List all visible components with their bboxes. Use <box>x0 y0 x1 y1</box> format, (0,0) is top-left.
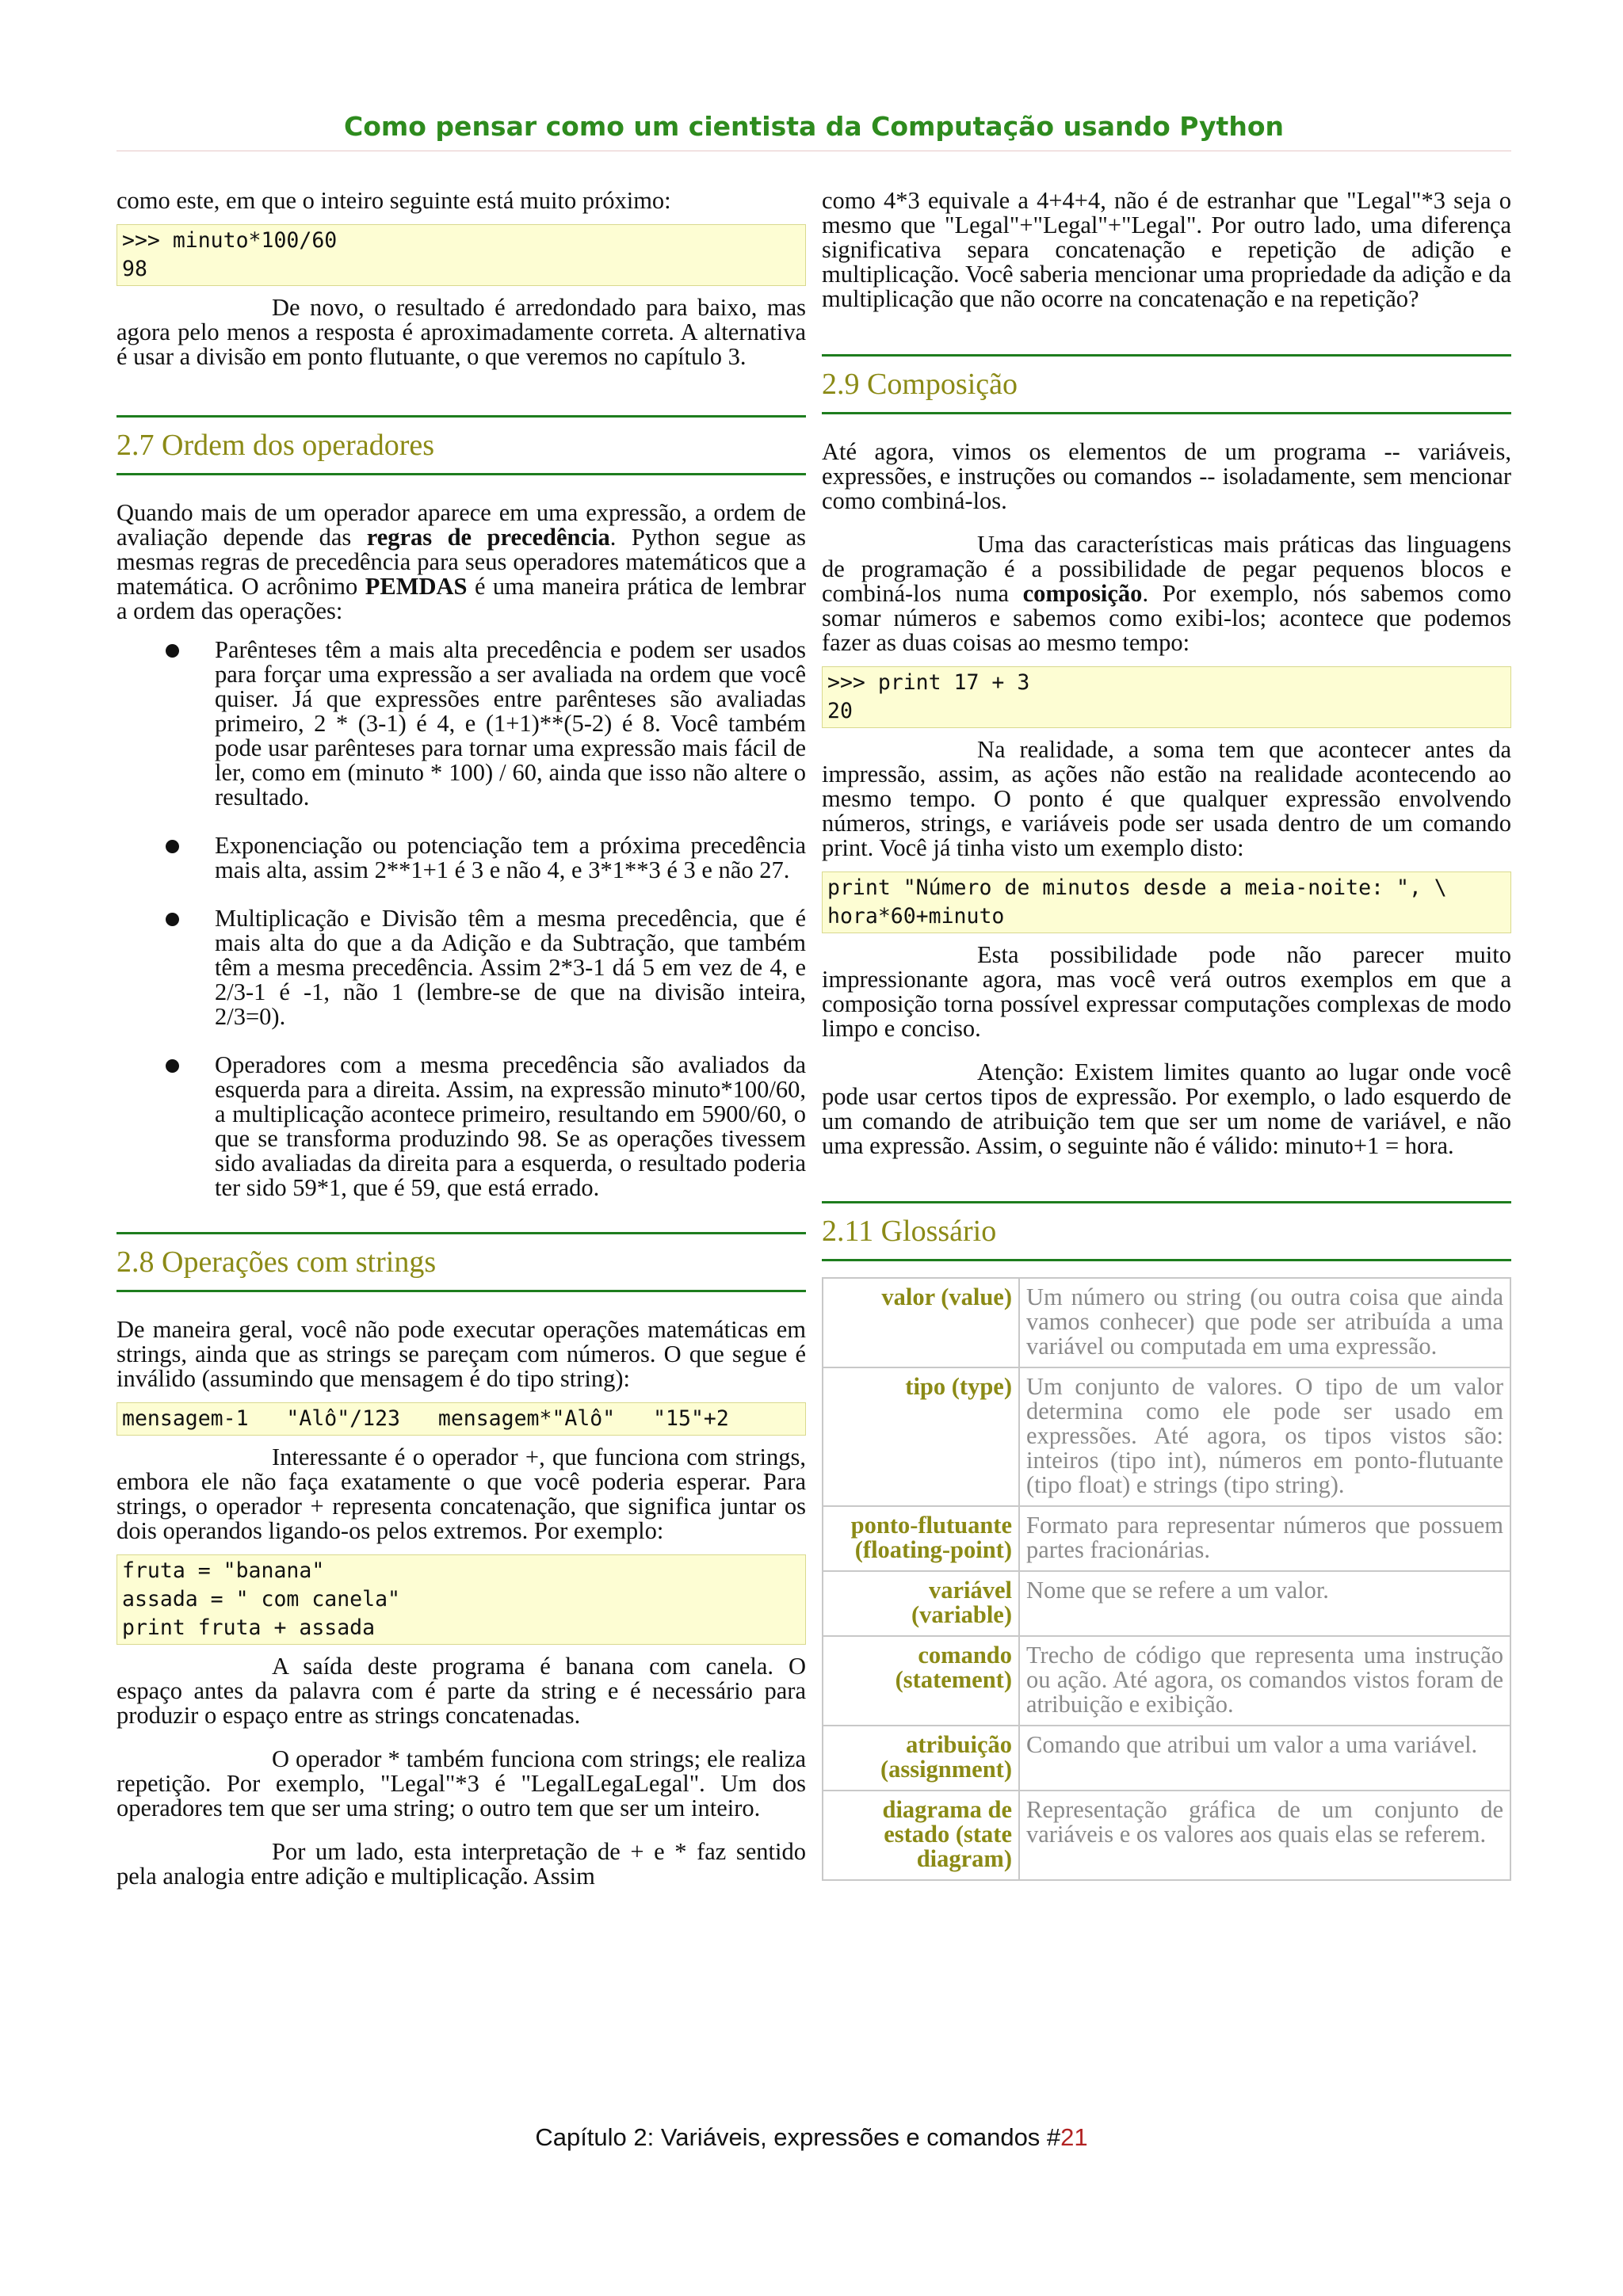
glossary-definition: Um conjunto de valores. O tipo de um valor determina como ele pode ser usado em expressões. Até agora, os tipos vistos são: inteiros (tipo int), números em ponto-flutuante (tipo float) e strings (tipo string). <box>1019 1367 1510 1506</box>
table-row <box>823 1726 1510 1791</box>
term-regras-de-precedencia: regras de precedência <box>366 524 610 551</box>
paragraph-strings-invalid: De maneira geral, você não pode executar operações matemáticas em strings, ainda que as strings se pareçam com números. O que segue é inválido (assumindo que mensagem é do tipo string): <box>116 1316 806 1392</box>
table-row <box>823 1278 1510 1367</box>
section-rule-top <box>822 354 1511 357</box>
section-2-8 <box>116 1232 806 1292</box>
list-item: Exponenciação ou potenciação tem a próxima precedência mais alta, assim 2**1+1 é 3 e não 4, e 3*1**3 é 3 e não 27. <box>116 833 806 883</box>
glossary-definition: Representação gráfica de um conjunto de variáveis e os valores aos quais elas se referem. <box>1019 1791 1510 1880</box>
paragraph-precedencia: Quando mais de um operador aparece em uma expressão, a ordem de avaliação depende das regras de precedência. Python segue as mesmas regras de precedência para seus operadores matemáticos que a matemática. O acrônimo PEMDAS é uma maneira prática de lembrar a ordem das operações: <box>116 499 807 624</box>
section-rule-bottom <box>822 412 1511 414</box>
paragraph-realidade: Na realidade, a soma tem que acontecer antes da impressão, assim, as ações não estão na realidade acontecendo ao mesmo tempo. O ponto é que qualquer expressão envolvendo números, strings, e variáveis pode ser usada dentro de um comando print. Você já tinha visto um exemplo disto: <box>822 736 1511 861</box>
code-block-fruta: fruta = "banana" assada = " com canela" print fruta + assada <box>116 1554 806 1645</box>
term-composicao: composição <box>1022 580 1143 607</box>
page-footer <box>0 2123 1623 2152</box>
section-heading: 2.11 Glossário <box>822 1215 997 1248</box>
precedence-list <box>116 638 806 1200</box>
paragraph-composicao: Uma das características mais práticas das linguagens de programação é a possibilidade de pegar pequenos blocos e combiná-los numa composição. Por exemplo, nós sabemos como somar números e sabemos como exibi-los; acontece que podemos fazer as duas coisas ao mesmo tempo: <box>822 531 1511 656</box>
glossary-table <box>822 1277 1511 1881</box>
paragraph-continuacao: como 4*3 equivale a 4+4+4, não é de estranhar que "Legal"*3 seja o mesmo que "Legal"+"Legal"+"Legal". Por outro lado, uma diferença significativa separa concatenação e repetição de adição e multiplicação. Você saberia mencionar uma propriedade da adição e da multiplicação que não ocorre na concatenação e na repetição? <box>822 187 1511 312</box>
page-number: 21 <box>1060 2123 1088 2151</box>
glossary-term: diagrama de estado (state diagram) <box>823 1791 1019 1880</box>
glossary-term: comando (statement) <box>823 1636 1019 1726</box>
table-row <box>823 1506 1510 1571</box>
code-block-print-minutos: print "Número de minutos desde a meia-noite: ", \ hora*60+minuto <box>822 871 1511 933</box>
left-column <box>116 189 806 1889</box>
glossary-term: atribuição (assignment) <box>823 1726 1019 1791</box>
code-block-invalid: mensagem-1 "Alô"/123 mensagem*"Alô" "15"+2 <box>116 1402 806 1436</box>
section-2-11 <box>822 1201 1511 1261</box>
table-row <box>823 1636 1510 1726</box>
section-2-7 <box>116 415 806 475</box>
section-rule-top <box>116 1232 806 1234</box>
paragraph-elementos: Até agora, vimos os elementos de um programa -- variáveis, expressões, e instruções ou comandos -- isoladamente, sem mencionar como combiná-los. <box>822 438 1511 514</box>
paragraph-atencao: Atenção: Existem limites quanto ao lugar onde você pode usar certos tipos de expressão. Por exemplo, o lado esquerdo de um comando de atribuição tem que ser um nome de variável, e não uma expressão. Assim, o seguinte não é válido: minuto+1 = hora. <box>822 1058 1511 1159</box>
paragraph-saida: A saída deste programa é banana com canela. O espaço antes da palavra com é parte da string e é necessário para produzir o espaço entre as strings concatenadas. <box>116 1653 806 1729</box>
right-column <box>822 189 1511 1881</box>
glossary-definition: Um número ou string (ou outra coisa que ainda vamos conhecer) que pode ser atribuída a uma variável ou computada em uma expressão. <box>1019 1278 1510 1367</box>
bullet-icon <box>166 644 179 658</box>
paragraph-repeticao: O operador * também funciona com strings; ele realiza repetição. Por exemplo, "Legal"*3 é "LegalLegaLegal". Um dos operadores tem que ser uma string; o outro tem que ser um inteiro. <box>116 1745 806 1821</box>
term-pemdas: PEMDAS <box>365 573 468 600</box>
section-rule-top <box>822 1201 1511 1203</box>
paragraph-possibilidade: Esta possibilidade pode não parecer muito impressionante agora, mas você verá outros exemplos em que a composição torna possível expressar computações complexas de modo limpo e conciso. <box>822 941 1511 1042</box>
glossary-term: tipo (type) <box>823 1367 1019 1506</box>
section-rule-bottom <box>116 473 806 475</box>
section-heading: 2.7 Ordem dos operadores <box>116 429 435 462</box>
glossary-term: variável (variable) <box>823 1571 1019 1636</box>
section-heading: 2.8 Operações com strings <box>116 1245 437 1279</box>
glossary-definition: Comando que atribui um valor a uma variável. <box>1019 1726 1510 1791</box>
table-row <box>823 1791 1510 1880</box>
list-item: Parênteses têm a mais alta precedência e podem ser usados para forçar uma expressão a ser avaliada na ordem que você quiser. Já que expressões entre parênteses são avaliadas primeiro, 2 * (3-1) é 4, e (1+1)**(5-2) é 8. Você também pode usar parênteses para tornar uma expressão mais fácil de ler, como em (minuto * 100) / 60, ainda que isso não altere o resultado. <box>116 638 806 810</box>
list-item: Operadores com a mesma precedência são avaliados da esquerda para a direita. Assim, na expressão minuto*100/60, a multiplicação acontece primeiro, resultando em 5900/60, o que se transforma produzindo 98. Se as operações tivessem sido avaliadas da direita para a esquerda, o resultado poderia ter sido 59*1, que é 59, que está errado. <box>116 1053 806 1200</box>
glossary-term: valor (value) <box>823 1278 1019 1367</box>
page-header-title: Como pensar como um cientista da Computação usando Python <box>344 111 1284 142</box>
bullet-icon <box>166 840 179 853</box>
footer-chapter-label: Capítulo 2: Variáveis, expressões e comandos # <box>535 2123 1061 2151</box>
section-rule-bottom <box>116 1290 806 1292</box>
section-rule-bottom <box>822 1259 1511 1261</box>
section-rule-top <box>116 415 806 418</box>
paragraph-analogia: Por um lado, esta interpretação de + e * faz sentido pela analogia entre adição e multiplicação. Assim <box>116 1838 806 1890</box>
section-2-9 <box>822 354 1511 414</box>
glossary-definition: Formato para representar números que possuem partes fracionárias. <box>1019 1506 1510 1571</box>
glossary-definition: Nome que se refere a um valor. <box>1019 1571 1510 1636</box>
bullet-icon <box>166 1059 179 1073</box>
code-block-print-soma: >>> print 17 + 3 20 <box>822 666 1511 728</box>
list-item: Multiplicação e Divisão têm a mesma precedência, que é mais alta do que a da Adição e da Subtração, que também têm a mesma precedência. Assim 2*3-1 dá 5 em vez de 4, e 2/3-1 é -1, não 1 (lembre-se de que na divisão inteira, 2/3=0). <box>116 906 806 1029</box>
paragraph-intro: como este, em que o inteiro seguinte está muito próximo: <box>116 187 671 214</box>
bullet-icon <box>166 913 179 926</box>
code-block-minuto: >>> minuto*100/60 98 <box>116 224 806 286</box>
paragraph-concatenacao: Interessante é o operador +, que funciona com strings, embora ele não faça exatamente o que você poderia esperar. Para strings, o operador + representa concatenação, que significa juntar os dois operandos ligando-os pelos extremos. Por exemplo: <box>116 1444 806 1544</box>
glossary-definition: Trecho de código que representa uma instrução ou ação. Até agora, os comandos vistos foram de atribuição e exibição. <box>1019 1636 1510 1726</box>
table-row <box>823 1571 1510 1636</box>
glossary-term: ponto-flutuante (floating-point) <box>823 1506 1019 1571</box>
paragraph-novo: De novo, o resultado é arredondado para baixo, mas agora pelo menos a resposta é aproximadamente correta. A alternativa é usar a divisão em ponto flutuante, o que veremos no capítulo 3. <box>116 294 806 370</box>
section-heading: 2.9 Composição <box>822 368 1018 401</box>
table-row <box>823 1367 1510 1506</box>
